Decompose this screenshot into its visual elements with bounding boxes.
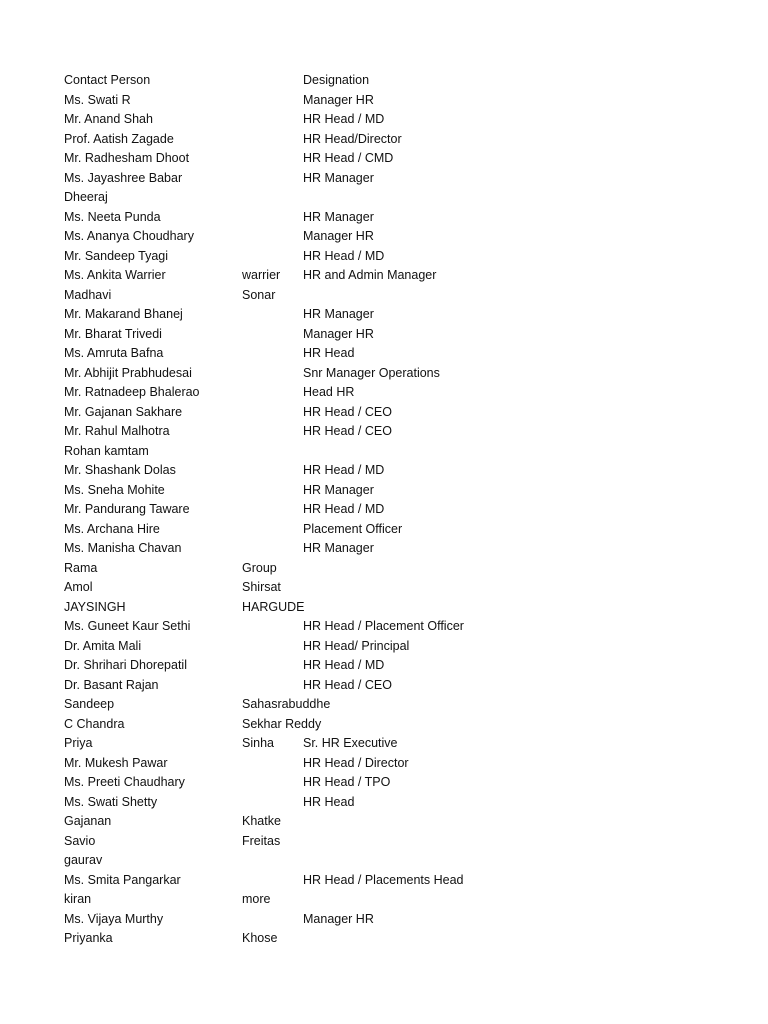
designation-cell: HR Head / Placement Officer bbox=[303, 619, 464, 633]
contact-name-cell: Mr. Pandurang Taware bbox=[64, 502, 190, 516]
table-row bbox=[0, 813, 768, 833]
table-row bbox=[0, 852, 768, 872]
designation-cell: HR Head bbox=[303, 346, 355, 360]
surname-cell: Sekhar Reddy bbox=[242, 716, 322, 731]
contact-name-cell: Ms. Ananya Choudhary bbox=[64, 229, 194, 243]
table-row bbox=[0, 911, 768, 931]
contact-name-cell: Ms. Amruta Bafna bbox=[64, 346, 164, 360]
table-row bbox=[0, 209, 768, 229]
designation-cell: HR Manager bbox=[303, 482, 374, 497]
designation-cell: HR Head / MD bbox=[303, 502, 385, 516]
contact-name-cell: Ms. Archana Hire bbox=[64, 521, 160, 536]
surname-cell: Sahasrabuddhe bbox=[242, 697, 331, 711]
surname-cell: Khose bbox=[242, 931, 278, 945]
table-row bbox=[0, 462, 768, 482]
table-row bbox=[0, 716, 768, 736]
designation-cell: Snr Manager Operations bbox=[303, 365, 440, 380]
contact-person-header: Contact Person bbox=[64, 73, 151, 87]
contact-name-cell: Priyanka bbox=[64, 931, 113, 945]
designation-cell: HR and Admin Manager bbox=[303, 268, 437, 282]
contact-name-cell: Dr. Shrihari Dhorepatil bbox=[64, 658, 187, 672]
contact-name-cell: Prof. Aatish Zagade bbox=[64, 131, 174, 146]
table-row bbox=[0, 306, 768, 326]
contact-name-cell: Ms. Vijaya Murthy bbox=[64, 911, 164, 926]
table-row bbox=[0, 423, 768, 443]
table-row bbox=[0, 872, 768, 892]
table-row bbox=[0, 521, 768, 541]
contact-name-cell: Ms. Jayashree Babar bbox=[64, 170, 183, 185]
surname-cell: Shirsat bbox=[242, 580, 281, 594]
table-row bbox=[0, 618, 768, 638]
surname-cell: warrier bbox=[242, 268, 281, 282]
designation-cell: HR Manager bbox=[303, 170, 374, 185]
contact-name-cell: Ms. Swati R bbox=[64, 92, 131, 107]
table-row bbox=[0, 365, 768, 385]
contact-name-cell: Dheeraj bbox=[64, 190, 108, 204]
designation-cell: HR Head / Director bbox=[303, 755, 409, 770]
table-row bbox=[0, 735, 768, 755]
designation-cell: Manager HR bbox=[303, 326, 374, 341]
designation-header: Designation bbox=[303, 73, 370, 87]
table-row bbox=[0, 248, 768, 268]
designation-cell: HR Manager bbox=[303, 209, 374, 224]
table-row bbox=[0, 579, 768, 599]
table-row bbox=[0, 833, 768, 853]
contact-name-cell: Amol bbox=[64, 580, 93, 594]
table-row bbox=[0, 228, 768, 248]
contact-name-cell: Mr. Ratnadeep Bhalerao bbox=[64, 385, 200, 399]
contact-name-cell: Rohan kamtam bbox=[64, 443, 149, 458]
surname-cell: more bbox=[242, 892, 271, 906]
table-row bbox=[0, 384, 768, 404]
designation-cell: Sr. HR Executive bbox=[303, 736, 398, 750]
contact-name-cell: Mr. Makarand Bhanej bbox=[64, 307, 183, 321]
table-row bbox=[0, 345, 768, 365]
contact-name-cell: Ms. Swati Shetty bbox=[64, 794, 158, 809]
table-row bbox=[0, 443, 768, 463]
table-row bbox=[0, 170, 768, 190]
contact-name-cell: Ms. Sneha Mohite bbox=[64, 482, 165, 497]
contact-name-cell: Madhavi bbox=[64, 287, 112, 302]
surname-cell: Khatke bbox=[242, 814, 281, 828]
contact-name-cell: Mr. Radhesham Dhoot bbox=[64, 151, 190, 165]
designation-cell: HR Head / MD bbox=[303, 112, 385, 126]
table-row bbox=[0, 326, 768, 346]
table-row bbox=[0, 677, 768, 697]
table-row bbox=[0, 267, 768, 287]
contact-name-cell: Mr. Sandeep Tyagi bbox=[64, 248, 169, 263]
contact-name-cell: Mr. Gajanan Sakhare bbox=[64, 404, 183, 419]
table-row bbox=[0, 891, 768, 911]
table-row bbox=[0, 189, 768, 209]
table-row bbox=[0, 930, 768, 950]
contact-name-cell: Ms. Guneet Kaur Sethi bbox=[64, 619, 191, 633]
contact-name-cell: Mr. Bharat Trivedi bbox=[64, 326, 162, 341]
designation-cell: Placement Officer bbox=[303, 521, 403, 536]
contact-name-cell: Sandeep bbox=[64, 697, 115, 711]
contact-name-cell: Mr. Abhijit Prabhudesai bbox=[64, 365, 192, 380]
contact-name-cell: Dr. Amita Mali bbox=[64, 638, 142, 653]
contact-name-cell: C Chandra bbox=[64, 716, 125, 731]
contact-name-cell: Ms. Smita Pangarkar bbox=[64, 872, 181, 887]
contact-name-cell: kiran bbox=[64, 892, 92, 906]
designation-cell: HR Head / CEO bbox=[303, 677, 392, 692]
designation-cell: HR Head/ Principal bbox=[303, 638, 410, 653]
contact-name-cell: Mr. Rahul Malhotra bbox=[64, 424, 170, 438]
table-row bbox=[0, 92, 768, 112]
designation-cell: HR Manager bbox=[303, 307, 374, 321]
contact-name-cell: Ms. Neeta Punda bbox=[64, 209, 161, 224]
table-row bbox=[0, 755, 768, 775]
designation-cell: HR Manager bbox=[303, 541, 374, 555]
designation-cell: HR Head / MD bbox=[303, 658, 385, 672]
table-row bbox=[0, 599, 768, 619]
designation-cell: HR Head / MD bbox=[303, 463, 385, 477]
surname-cell: Sonar bbox=[242, 287, 276, 302]
contact-name-cell: Savio bbox=[64, 833, 96, 848]
designation-cell: Head HR bbox=[303, 385, 355, 399]
table-row bbox=[0, 696, 768, 716]
contact-name-cell: Gajanan bbox=[64, 814, 112, 828]
contact-name-cell: Mr. Shashank Dolas bbox=[64, 463, 176, 477]
table-row bbox=[0, 540, 768, 560]
table-row bbox=[0, 638, 768, 658]
designation-cell: HR Head / Placements Head bbox=[303, 872, 464, 887]
table-row bbox=[0, 111, 768, 131]
designation-cell: HR Head / MD bbox=[303, 248, 385, 263]
contact-name-cell: Ms. Preeti Chaudhary bbox=[64, 775, 185, 789]
designation-cell: HR Head / CEO bbox=[303, 404, 392, 419]
designation-cell: HR Head / TPO bbox=[303, 775, 391, 789]
contact-name-cell: gaurav bbox=[64, 853, 103, 867]
designation-cell: Manager HR bbox=[303, 911, 374, 926]
table-row bbox=[0, 131, 768, 151]
table-row bbox=[0, 482, 768, 502]
header-row bbox=[0, 72, 768, 92]
contact-name-cell: Priya bbox=[64, 736, 93, 750]
table-row bbox=[0, 404, 768, 424]
surname-cell: HARGUDE bbox=[242, 599, 305, 614]
surname-cell: Sinha bbox=[242, 736, 274, 750]
table-row bbox=[0, 794, 768, 814]
contact-name-cell: Rama bbox=[64, 560, 98, 575]
designation-cell: Manager HR bbox=[303, 92, 374, 107]
designation-cell: HR Head / CEO bbox=[303, 424, 392, 438]
contact-name-cell: Dr. Basant Rajan bbox=[64, 677, 159, 692]
table-row bbox=[0, 501, 768, 521]
designation-cell: HR Head/Director bbox=[303, 131, 402, 146]
designation-cell: HR Head / CMD bbox=[303, 151, 394, 165]
table-row bbox=[0, 774, 768, 794]
table-row bbox=[0, 657, 768, 677]
contact-name-cell: JAYSINGH bbox=[64, 599, 126, 614]
designation-cell: HR Head bbox=[303, 794, 355, 809]
table-row bbox=[0, 560, 768, 580]
contact-name-cell: Ms. Manisha Chavan bbox=[64, 541, 182, 555]
contact-name-cell: Mr. Mukesh Pawar bbox=[64, 755, 168, 770]
contact-name-cell: Mr. Anand Shah bbox=[64, 112, 153, 126]
surname-cell: Group bbox=[242, 560, 277, 575]
contact-name-cell: Ms. Ankita Warrier bbox=[64, 268, 166, 282]
designation-cell: Manager HR bbox=[303, 229, 374, 243]
table-row bbox=[0, 287, 768, 307]
surname-cell: Freitas bbox=[242, 833, 281, 848]
table-row bbox=[0, 150, 768, 170]
